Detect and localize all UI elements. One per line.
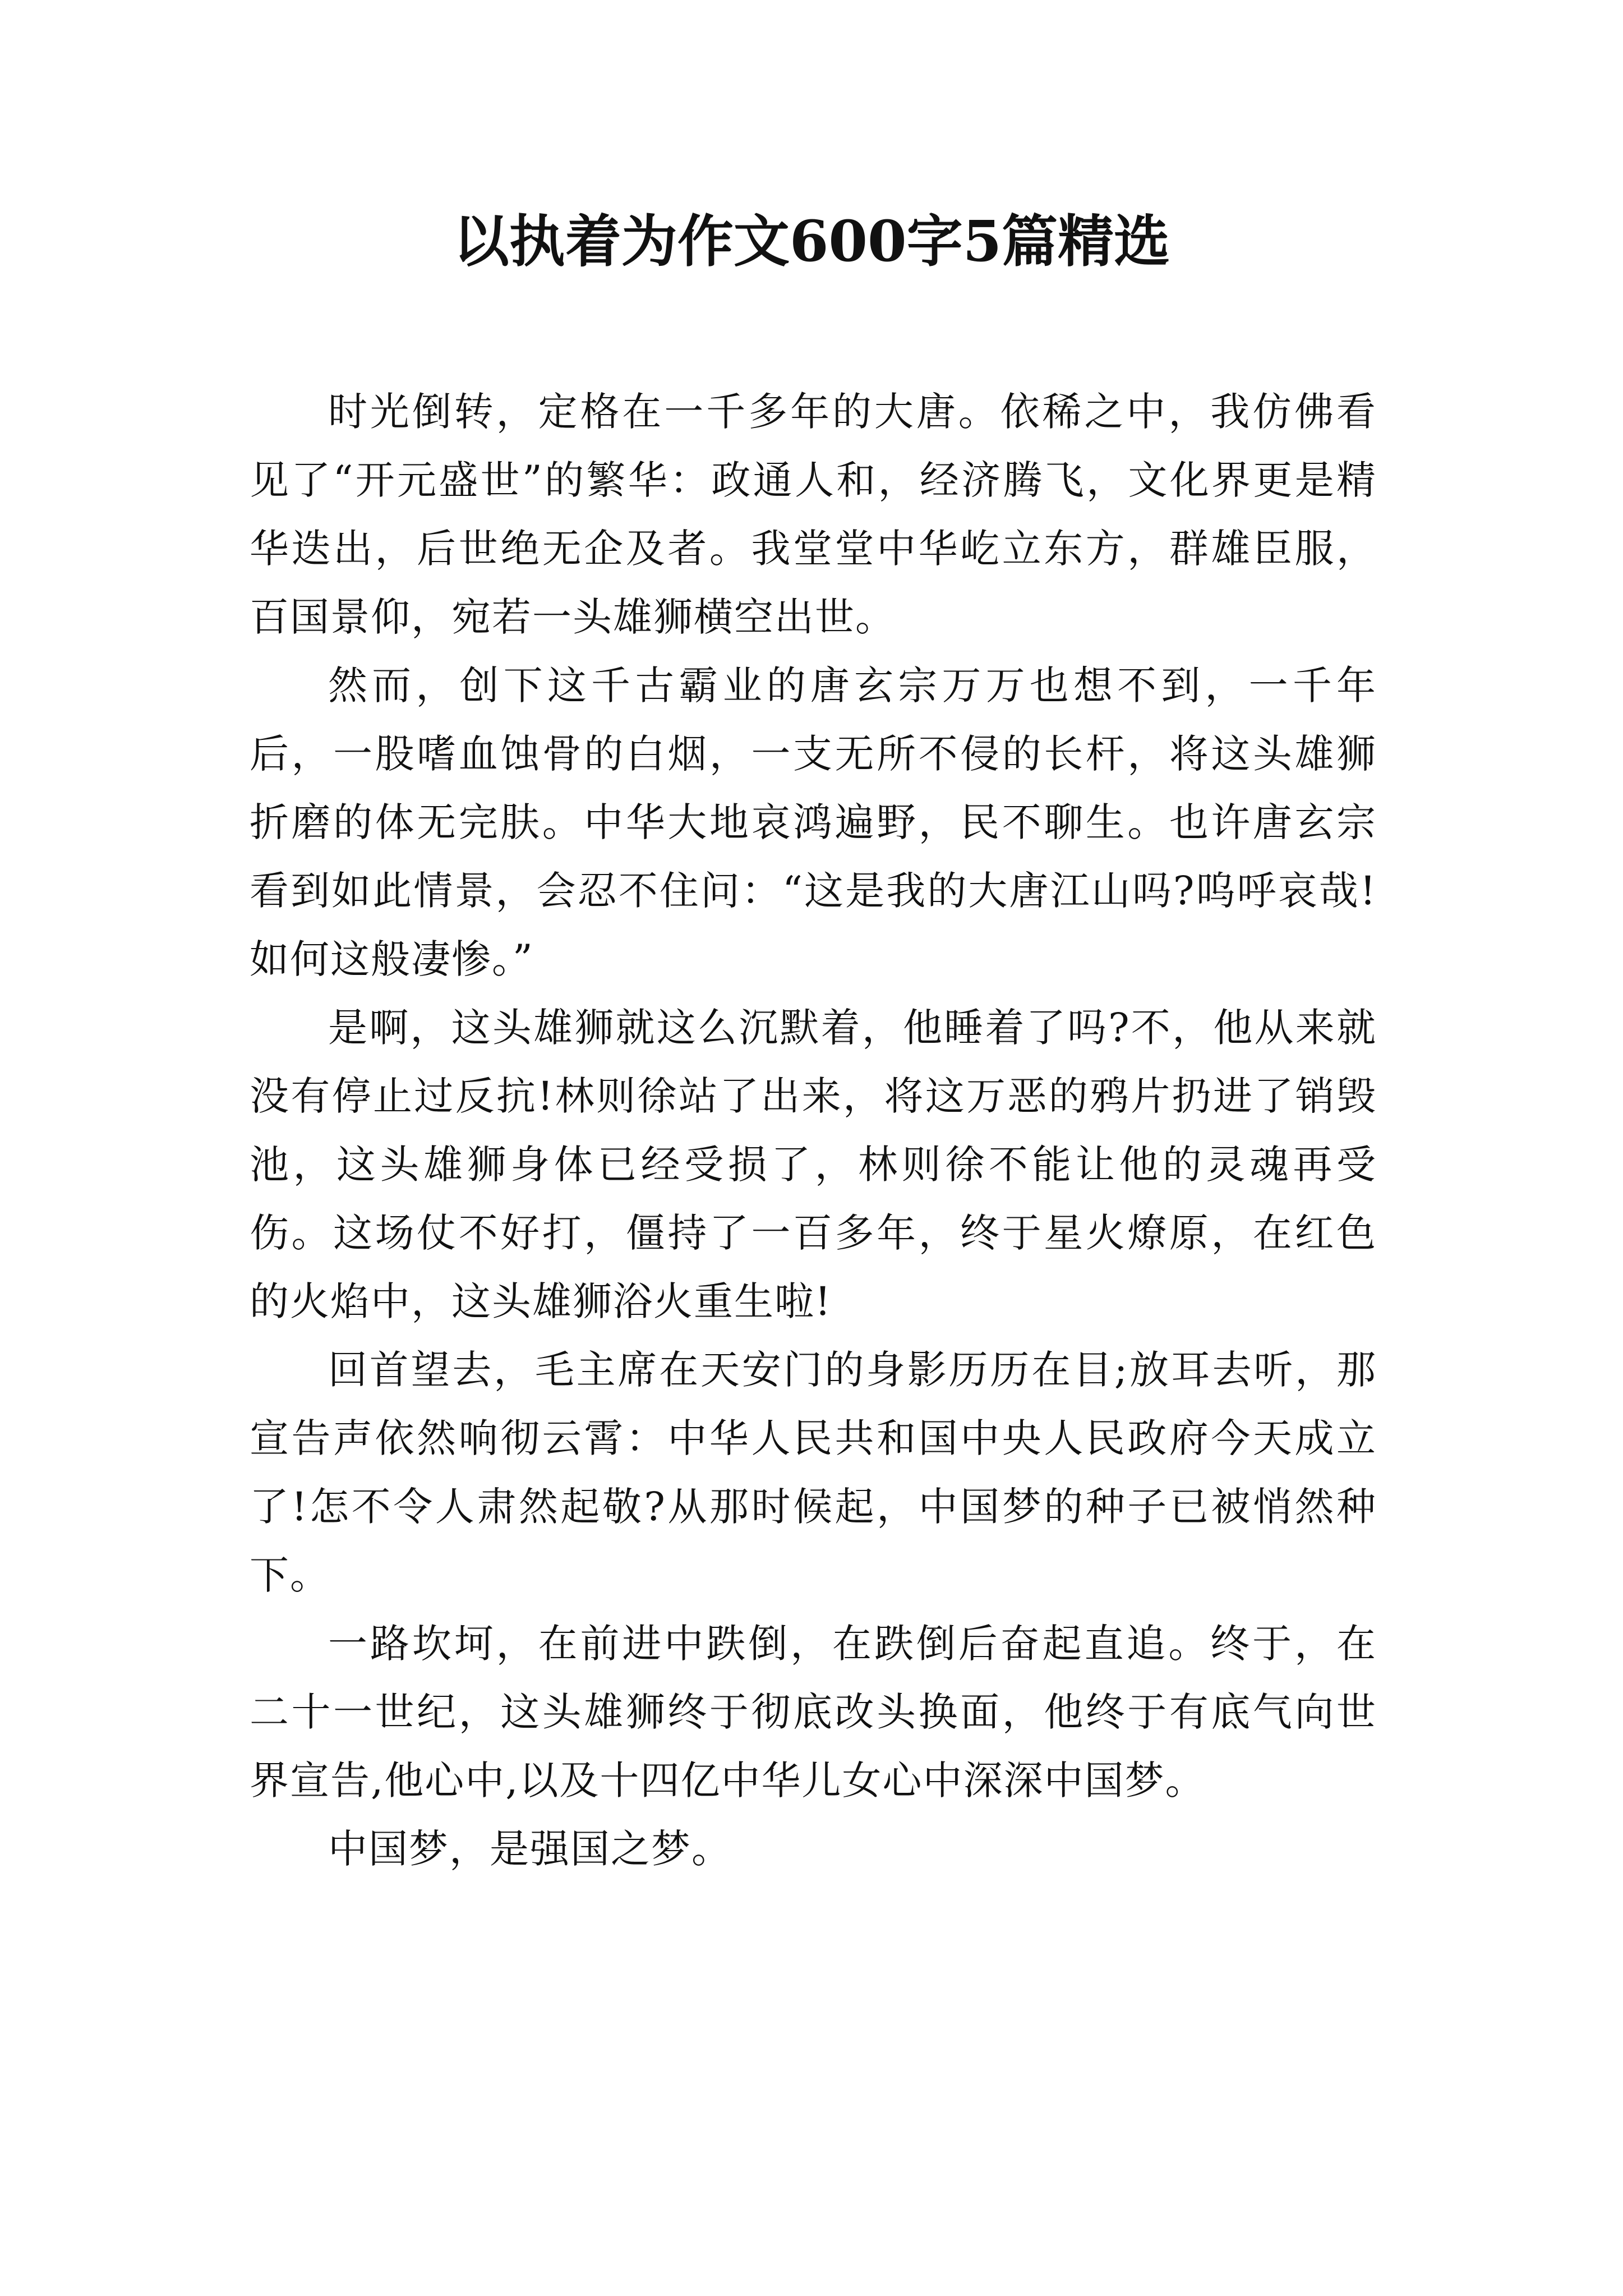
paragraph: 中国梦，是强国之梦。	[328, 1826, 732, 1872]
paragraph: 然而，创下这千古霸业的唐玄宗万万也想不到，一千年后，一股嗜血蚀骨的白烟，一支无所不侵的长杆，将这头雄狮折磨的体无完肤。中华大地哀鸿遍野，民不聊生。也许唐玄宗看到如此情景，会忍不住问：“这是我的大唐江山吗?呜呼哀哉!如何这般凄惨。”	[250, 662, 1377, 982]
document-body	[250, 378, 1377, 1883]
paragraph: 是啊，这头雄狮就这么沉默着，他睡着了吗?不，他从来就没有停止过反抗!林则徐站了出来，将这万恶的鸦片扔进了销毁池，这头雄狮身体已经受损了，林则徐不能让他的灵魂再受伤。这场仗不好打，僵持了一百多年，终于星火燎原，在红色的火焰中，这头雄狮浴火重生啦!	[250, 1005, 1377, 1324]
document-title: 以执着为作文600字5篇精选	[453, 208, 1170, 274]
paragraph: 回首望去，毛主席在天安门的身影历历在目;放耳去听，那宣告声依然响彻云霄：中华人民共和国中央人民政府今天成立了!怎不令人肃然起敬?从那时候起，中国梦的种子已被悄然种下。	[250, 1347, 1377, 1598]
paragraph: 时光倒转，定格在一千多年的大唐。依稀之中，我仿佛看见了“开元盛世”的繁华：政通人和，经济腾飞，文化界更是精华迭出，后世绝无企及者。我堂堂中华屹立东方，群雄臣服，百国景仰，宛若一头雄狮横空出世。	[250, 389, 1377, 640]
paragraph: 一路坎坷，在前进中跌倒，在跌倒后奋起直追。终于，在二十一世纪，这头雄狮终于彻底改头换面，他终于有底气向世界宣告,他心中,以及十四亿中华儿女心中深深中国梦。	[250, 1621, 1377, 1803]
